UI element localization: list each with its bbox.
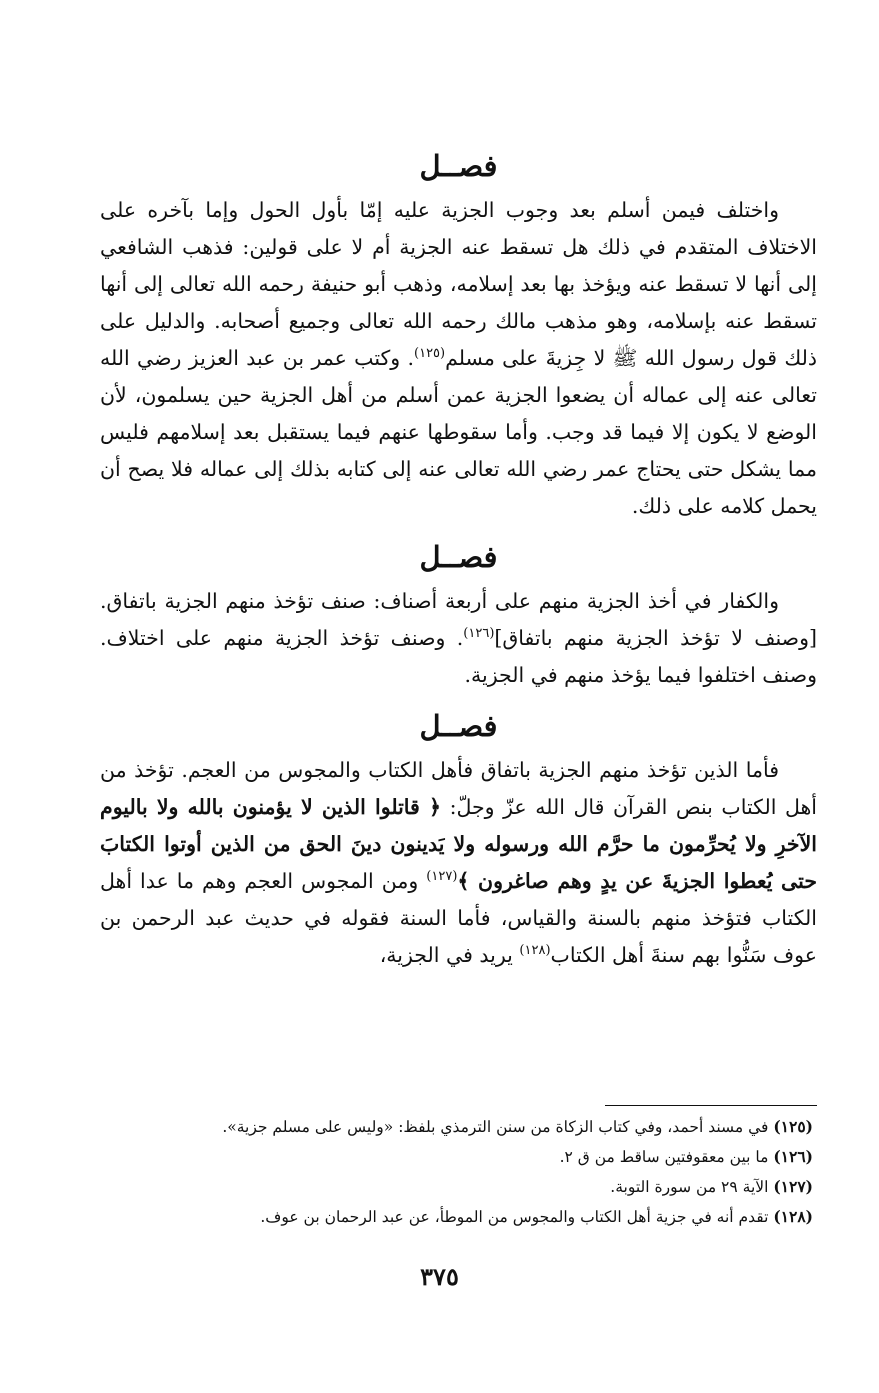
footnote-ref-125[interactable]: (١٢٥) [414, 346, 446, 362]
footnotes [100, 1105, 817, 1232]
footnote-ref-126[interactable]: (١٢٦) [463, 626, 495, 642]
paragraph-1-text-after: . وكتب عمر بن عبد العزيز رضي الله تعالى عنه إلى عماله أن يضعوا الجزية عمن أسلم من أهل الجزية حين يسلمون، لأن الوضع لا يكون إلا فيما قد وجب. وأما سقوطها عنهم فيما يستقبل بعد إسلامهم فليس مما يشكل حتى يحتاج عمر رضي الله تعالى عنه إلى كتابه بذلك إلى عماله فلا يصح أن يحمل كلامه على ذلك. [100, 346, 817, 518]
footnote-ref-128[interactable]: (١٢٨) [519, 943, 551, 959]
paragraph-1 [100, 192, 817, 525]
quran-verse: ﴿ قاتلوا الذين لا يؤمنون بالله ولا باليوم الآخرِ ولا يُحرِّمون ما حرَّم الله ورسوله ولا يَدينون دينَ الحق من الذين أوتوا الكتابَ حتى يُعطوا الجزيةَ عن يدٍ وهم صاغرون ﴾ [100, 795, 818, 893]
section-heading-1: فصــل [419, 149, 498, 183]
footnote-divider [605, 1105, 817, 1106]
section-heading-3: فصــل [419, 709, 498, 743]
footnote-127 [100, 1172, 817, 1202]
footnote-number: (١٢٥) [773, 1117, 813, 1136]
paragraph-3-text: فأما الذين تؤخذ منهم الجزية باتفاق فأهل الكتاب والمجوس من العجم. تؤخذ من أهل الكتاب بنص القرآن قال الله عزّ وجلّ: [100, 758, 817, 819]
page-number: ٣٧٥ [420, 1262, 459, 1291]
paragraph-3 [100, 752, 817, 974]
paragraph-2 [100, 583, 817, 694]
footnote-text: ما بين معقوفتين ساقط من ق ٢. [559, 1148, 774, 1166]
footnote-text: في مسند أحمد، وفي كتاب الزكاة من سنن الترمذي بلفظ: «وليس على مسلم جزية». [222, 1118, 774, 1136]
footnote-126 [100, 1142, 817, 1172]
footnote-text: تقدم أنه في جزية أهل الكتاب والمجوس من الموطأ، عن عبد الرحمان بن عوف. [260, 1208, 774, 1226]
footnote-125 [100, 1112, 817, 1142]
footnote-number: (١٢٦) [773, 1147, 813, 1166]
section-heading-2: فصــل [419, 540, 498, 574]
footnote-text: الآية ٢٩ من سورة التوبة. [610, 1178, 774, 1196]
footnote-ref-127[interactable]: (١٢٧) [426, 869, 458, 885]
paragraph-3-text-mid: ومن المجوس العجم وهم ما عدا أهل الكتاب فتؤخذ منهم بالسنة والقياس، فأما السنة فقوله في حديث عبد الرحمن بن عوف سَنُّوا بهم سنةَ أهل الكتاب [100, 869, 817, 967]
paragraph-1-text: واختلف فيمن أسلم بعد وجوب الجزية عليه إمّا بأول الحول وإما بآخره على الاختلاف المتقدم في ذلك هل تسقط عنه الجزية أم لا على قولين: فذهب الشافعي إلى أنها لا تسقط عنه ويؤخذ بها بعد إسلامه، وذهب أبو حنيفة رحمه الله تعالى إلى أنها تسقط عنه بإسلامه، وهو مذهب مالك رحمه الله تعالى وجميع أصحابه. والدليل على ذلك قول رسول الله ﷺ لا جِزيةَ على مسلم [100, 198, 817, 370]
paragraph-2-text-after: . وصنف تؤخذ الجزية منهم على اختلاف. وصنف اختلفوا فيما يؤخذ منهم في الجزية. [100, 626, 817, 687]
footnote-128 [100, 1202, 817, 1232]
footnote-number: (١٢٨) [773, 1207, 813, 1226]
footnote-number: (١٢٧) [773, 1177, 813, 1196]
paragraph-3-text-after: يريد في الجزية، [379, 943, 520, 967]
paragraph-2-text: والكفار في أخذ الجزية منهم على أربعة أصناف: صنف تؤخذ منهم الجزية باتفاق. [وصنف لا تؤخذ الجزية منهم باتفاق] [100, 589, 817, 650]
